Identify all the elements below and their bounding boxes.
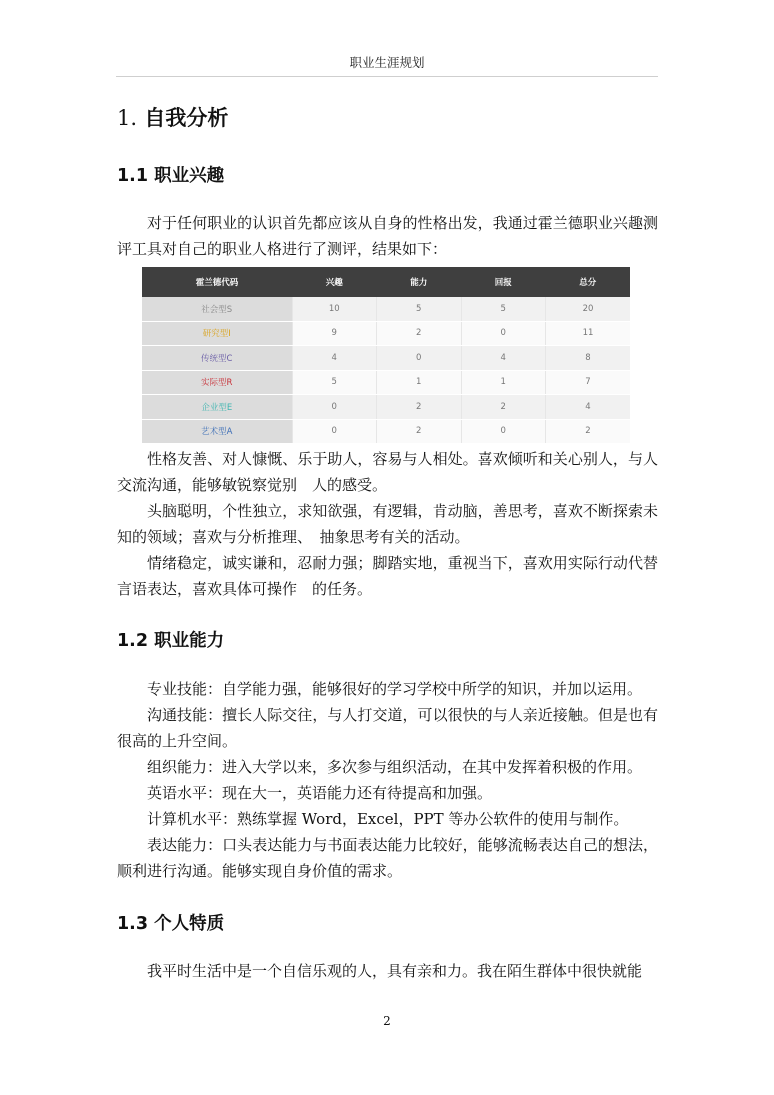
ability-line-5: 计算机水平：熟练掌握 Word，Excel，PPT 等办公软件的使用与制作。	[147, 810, 629, 828]
score-cell: 0	[461, 419, 546, 444]
page-number: 2	[383, 1014, 391, 1028]
subsection-heading-ability: 1.2 职业能力	[117, 631, 225, 651]
table-row	[142, 370, 630, 395]
table-row	[142, 321, 630, 346]
ability-line-1: 专业技能：自学能力强，能够很好的学习学校中所学的知识，并加以运用。	[147, 680, 643, 698]
score-cell: 2	[546, 419, 631, 444]
score-cell: 4	[461, 346, 546, 371]
trait-paragraph-3: 情绪稳定，诚实谦和，忍耐力强；脚踏实地，重视当下，喜欢用实际行动代替言语表达，喜欢具体可操作 的任务。	[117, 554, 658, 598]
score-cell: 9	[292, 321, 377, 346]
score-cell: 0	[461, 321, 546, 346]
trait-paragraph-1: 性格友善、对人慷慨、乐于助人，容易与人相处。喜欢倾听和关心别人，与人交流沟通，能够敏锐察觉别 人的感受。	[117, 450, 658, 494]
score-cell: 2	[377, 321, 462, 346]
score-cell: 0	[377, 346, 462, 371]
score-cell: 7	[546, 370, 631, 395]
table-row	[142, 297, 630, 321]
intro-paragraph: 对于任何职业的认识首先都应该从自身的性格出发，我通过霍兰德职业兴趣测评工具对自己的职业人格进行了测评，结果如下：	[117, 214, 658, 258]
col-header: 总分	[546, 267, 631, 297]
holland-table	[142, 267, 630, 444]
score-cell: 4	[546, 395, 631, 420]
section-number: 1.	[117, 106, 138, 130]
col-header: 霍兰德代码	[142, 267, 292, 297]
score-cell: 2	[461, 395, 546, 420]
score-cell: 2	[377, 419, 462, 444]
section-heading-1	[117, 102, 228, 132]
holland-code-cell: 社会型S	[142, 297, 292, 321]
table-row	[142, 346, 630, 371]
section-title: 自我分析	[144, 106, 229, 130]
ability-line-3: 组织能力：进入大学以来，多次参与组织活动，在其中发挥着积极的作用。	[147, 758, 643, 776]
traits-line-1: 我平时生活中是一个自信乐观的人，具有亲和力。我在陌生群体中很快就能	[147, 962, 643, 980]
ability-paragraph-2: 沟通技能：擅长人际交往，与人打交道，可以很快的与人亲近接触。但是也有很高的上升空间。	[117, 706, 658, 750]
score-cell: 1	[377, 370, 462, 395]
score-cell: 8	[546, 346, 631, 371]
trait-paragraph-2: 头脑聪明，个性独立，求知欲强，有逻辑，肯动脑，善思考，喜欢不断探索未知的领域；喜欢与分析推理、 抽象思考有关的活动。	[117, 502, 658, 546]
holland-code-cell: 企业型E	[142, 395, 292, 420]
ability-paragraph-6: 表达能力：口头表达能力与书面表达能力比较好，能够流畅表达自己的想法，顺利进行沟通。能够实现自身价值的需求。	[117, 836, 658, 880]
subsection-heading-traits: 1.3 个人特质	[117, 914, 225, 934]
score-cell: 4	[292, 346, 377, 371]
score-cell: 1	[461, 370, 546, 395]
score-cell: 5	[377, 297, 462, 321]
score-cell: 0	[292, 395, 377, 420]
holland-code-cell: 研究型I	[142, 321, 292, 346]
ability-line-4: 英语水平：现在大一，英语能力还有待提高和加强。	[147, 784, 493, 802]
header-rule	[116, 76, 658, 77]
table-header-row	[142, 267, 630, 297]
score-cell: 2	[377, 395, 462, 420]
col-header: 回报	[461, 267, 546, 297]
page-header: 职业生涯规划	[349, 55, 425, 70]
holland-code-cell: 艺术型A	[142, 419, 292, 444]
holland-code-cell: 传统型C	[142, 346, 292, 371]
score-cell: 20	[546, 297, 631, 321]
score-cell: 11	[546, 321, 631, 346]
col-header: 能力	[377, 267, 462, 297]
holland-code-cell: 实际型R	[142, 370, 292, 395]
table-row	[142, 395, 630, 420]
score-cell: 5	[461, 297, 546, 321]
table-row	[142, 419, 630, 444]
score-cell: 10	[292, 297, 377, 321]
col-header: 兴趣	[292, 267, 377, 297]
score-cell: 0	[292, 419, 377, 444]
score-cell: 5	[292, 370, 377, 395]
subsection-heading-interest: 1.1 职业兴趣	[117, 166, 225, 186]
